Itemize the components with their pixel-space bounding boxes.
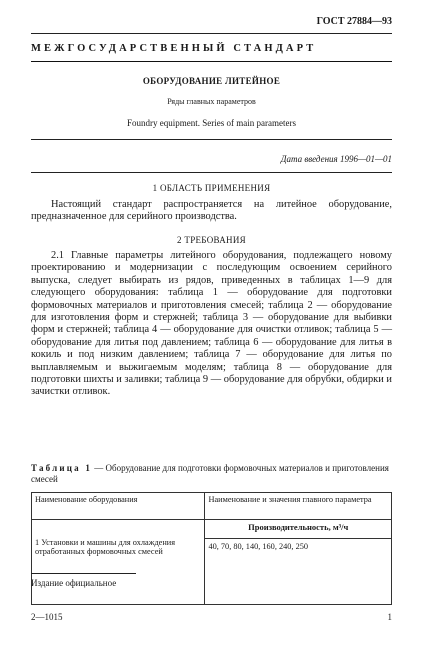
table-1 [31,492,392,605]
table-cell-parameter [205,520,392,605]
section-1-text [31,199,392,224]
header-rule-bottom [31,61,392,62]
gost-number: ГОСТ 27884—93 [316,16,392,27]
print-code: 2—1015 [31,612,63,622]
section-2-heading: 2 ТРЕБОВАНИЯ [177,235,246,245]
document-title-ru: ОБОРУДОВАНИЕ ЛИТЕЙНОЕ [142,76,281,86]
date-rule [31,172,392,173]
table-header-equipment: Наименование оборудования [32,493,205,520]
table-parameter-values: 40, 70, 80, 140, 160, 240, 250 [208,542,309,551]
footer-rule [31,573,136,574]
table-1-label: Таблица 1 [31,463,93,473]
section-1-heading: 1 ОБЛАСТЬ ПРИМЕНЕНИЯ [152,183,271,193]
table-header-parameter: Наименование и значения главного параметра [205,493,392,520]
page-number: 1 [387,612,392,622]
section-2-text [31,250,392,399]
title-rule [31,139,392,140]
table-row [32,520,392,605]
effective-date: Дата введения 1996—01—01 [280,154,392,164]
table-cell-equipment-name: 1 Установки и машины для охлаждения отработанных формовочных смесей [32,520,205,605]
document-subtitle-ru: Ряды главных параметров [167,97,256,106]
section-2-paragraph: 2.1 Главные параметры литейного оборудования, подлежащего новому проектированию и модернизации с последующим освоением серийного выпуска, следует выбирать из рядов, приведенных в таблицах 1—9 для следующего оборудования: таблица 1 — оборудование для подготовки формовочных материалов и приготовления смесей; таблица 2 — оборудование для изготовления форм и стержней; таблица 3 — оборудование для выбивки форм и стержней; таблица 4 — оборудование для очистки отливок; таблица 5 — оборудование для литья под давлением; таблица 6 — оборудование для литья в кокиль и под низким давлением; таблица 7 — оборудование для литья по выплавляемым и выжигаемым моделям; таблица 8 — оборудование для подготовки шихты и заливки; таблица 9 — оборудование для обрубки, обдирки и зачистки отливок. [31,250,392,398]
header-rule-top [31,33,392,34]
document-title-en: Foundry equipment. Series of main parameters [127,118,296,128]
table-header-row [32,493,392,520]
edition-note: Издание официальное [31,578,117,588]
interstate-standard-banner: МЕЖГОСУДАРСТВЕННЫЙ СТАНДАРТ [31,43,317,54]
table-parameter-name: Производительность, м³/ч [205,520,391,539]
table-1-caption [31,463,392,484]
table-1-caption-text: — Оборудование для подготовки формовочных материалов и приготовления смесей [31,463,389,484]
section-1-paragraph: Настоящий стандарт распространяется на литейное оборудование, предназначенное для серийного производства. [31,199,392,223]
